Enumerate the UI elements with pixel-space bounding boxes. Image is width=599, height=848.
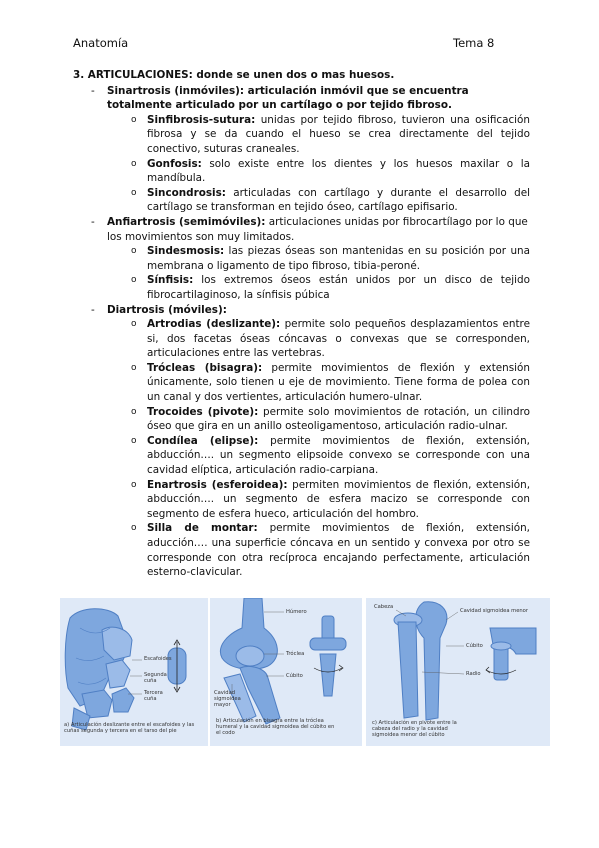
sub-item: o Silla de montar: permite movimientos de flexión, extensión, aducción…. una superficie cóncava en un sentido y convexa por otro se corresponde con otra recíproca encajando perfectamente, articulación esterno-clavicular. (131, 522, 530, 579)
definition: las piezas óseas son mantenidas en su posición por una membrana o ligamento de tipo fibroso, tibia-peroné. (147, 245, 530, 272)
definition: los extremos óseos están unidos por un disco de tejido fibrocartilaginoso, la sínfisis púbica (147, 274, 530, 301)
list-item-anfiartrosis: - Anfiartrosis (semimóviles): articulaciones unidas por fibrocartílago por lo que los movimientos son muy limitados. (91, 215, 528, 243)
document-body (73, 68, 530, 580)
term: Trócleas (bisagra): (147, 361, 263, 374)
definition: permite movimientos de flexión, extensión, aducción…. una superficie cóncava en un sentido y convexa por otro se corresponde con otra recíproca encajando perfectamente, articulación esterno-clavicular. (147, 522, 530, 579)
term: Sindesmosis: (147, 245, 225, 258)
label-cavidad-sigmoidea-mayor: Cavidad sigmoidea mayor (214, 690, 241, 709)
sub-item: o Trocoides (pivote): permite solo movimientos de rotación, un cilindro óseo que gira en un anillo osteoligamentoso, articulación radio-ulnar. (131, 405, 530, 433)
sub-item: o Gonfosis: solo existe entre los dientes y los huesos maxilar o la mandíbula. (131, 157, 530, 185)
label-escafoides: Escafoides (144, 656, 172, 662)
label-cabeza: Cabeza (374, 604, 394, 610)
term: Sinartrosis (inmóviles): (107, 84, 245, 97)
definition: permite movimientos de flexión, extensión, abducción…. un segmento elipsoide convexo se corresponde con una cavidad elíptica, articulación radio-carpiana. (147, 434, 530, 477)
section-title: 3. ARTICULACIONES: donde se unen dos o mas huesos. (73, 69, 395, 81)
figure-caption: c) Articulación en pivote entre la cabeza del radio y la cavidad sigmoidea menor del cúbito (372, 720, 457, 739)
list-item-sinartrosis: - Sinartrosis (inmóviles): articulación inmóvil que se encuentra totalmente articulado por un cartílago o por tejido fibroso. (91, 84, 469, 112)
definition: permite solo pequeños desplazamientos entre si, dos facetas óseas cóncavas o convexas que se corresponden, articulaciones entre las vertebras. (147, 318, 530, 360)
definition: permiten movimientos de flexión, extensión, abducción…. un segmento de esfera macizo se corresponde con segmento de esfera hueco, articulación del hombro. (147, 478, 531, 520)
definition: articulación inmóvil que se encuentra totalmente articulado por un cartílago o por tejido fibroso. (107, 84, 469, 112)
term: Anfiartrosis (semimóviles): (107, 215, 266, 228)
header-subject: Anatomía (73, 36, 129, 50)
term: Sínfisis: (147, 274, 194, 287)
label-cubito: Cúbito (286, 673, 303, 679)
label-tercera-cuna: Tercera cuña (144, 690, 163, 703)
sub-item: o Trócleas (bisagra): permite movimientos de flexión y extensión únicamente, solo tienen u eje de movimiento. Tiene forma de polea con un canal y dos vertientes, articulación humero-ulnar. (131, 361, 530, 404)
definition: permite solo movimientos de rotación, un cilindro óseo que gira en un anillo osteoligamentoso, articulación radio-ulnar. (147, 405, 530, 433)
term: Sincondrosis: (147, 186, 226, 199)
term: Diartrosis (móviles): (107, 303, 227, 316)
definition: articulaciones unidas por fibrocartílago por lo que los movimientos son muy limitados. (107, 215, 528, 243)
header-topic: Tema 8 (453, 36, 495, 50)
label-radio: Radio (466, 671, 481, 677)
figure-hinge-joint (210, 598, 362, 746)
definition: solo existe entre los dientes y los huesos maxilar o la mandíbula. (147, 157, 530, 185)
sub-item: o Artrodias (deslizante): permite solo pequeños desplazamientos entre si, dos facetas óseas cóncavas o convexas que se corresponden, articulaciones entre las vertebras. (131, 318, 530, 360)
term: Artrodias (deslizante): (147, 318, 281, 331)
figure-caption: b) Articulación en bisagra entre la tróclea humeral y la cavidad sigmoidea del cúbito en el codo (216, 718, 335, 737)
term: Enartrosis (esferoidea): (147, 478, 288, 491)
sub-item: o Condílea (elipse): permite movimientos de flexión, extensión, abducción…. un segmento elipsoide convexo se corresponde con una cavidad elíptica, articulación radio-carpiana. (131, 434, 530, 477)
figure-pivot-joint (366, 598, 550, 746)
definition: permite movimientos de flexión y extensión únicamente, solo tienen u eje de movimiento. Tiene forma de polea con un canal y dos vertientes, articulación humero-ulnar. (147, 361, 530, 404)
label-cavidad-sigmoidea-menor: Cavidad sigmoidea menor (460, 608, 528, 614)
sub-item: o Sindesmosis: las piezas óseas son mantenidas en su posición por una membrana o ligamento de tipo fibroso, tibia-peroné. (131, 245, 530, 272)
term: Gonfosis: (147, 157, 202, 170)
sub-item: o Sincondrosis: articuladas con cartílago y durante el desarrollo del cartílago se transforman en tejido óseo, cartílago epifisario. (131, 186, 530, 214)
sub-item: o Enartrosis (esferoidea): permiten movimientos de flexión, extensión, abducción…. un segmento de esfera macizo se corresponde con segmento de esfera hueco, articulación del hombro. (131, 478, 531, 520)
list-item-diartrosis: - Diartrosis (móviles): (91, 303, 227, 316)
figures-strip (60, 598, 550, 746)
term: Trocoides (pivote): (147, 405, 259, 418)
term: Condílea (elipse): (147, 434, 259, 447)
term: Silla de montar: (147, 522, 258, 535)
figure-caption: a) Articulación deslizante entre el escafoides y las cuñas segunda y tercera en el tarso del pie (64, 722, 195, 735)
sub-item: o Sínfisis: los extremos óseos están unidos por un disco de tejido fibrocartilaginoso, la sínfisis púbica (131, 274, 530, 301)
label-cubito: Cúbito (466, 643, 483, 649)
figure-gliding-joint (60, 598, 208, 746)
label-segunda-cuna: Segunda cuña (144, 672, 167, 685)
definition: articuladas con cartílago y durante el desarrollo del cartílago se transforman en tejido óseo, cartílago epifisario. (147, 186, 530, 214)
label-humero: Húmero (286, 609, 307, 615)
term: Sinfibrosis-sutura: (147, 113, 256, 126)
definition: unidas por tejido fibroso, tuvieron una osificación fibrosa y se da cuando el hueso se crea directamente del tejido conectivo, suturas craneales. (147, 113, 530, 155)
sub-item: o Sinfibrosis-sutura: unidas por tejido fibroso, tuvieron una osificación fibrosa y se da cuando el hueso se crea directamente del tejido conectivo, suturas craneales. (131, 113, 530, 155)
label-troclea: Tróclea (286, 651, 305, 657)
